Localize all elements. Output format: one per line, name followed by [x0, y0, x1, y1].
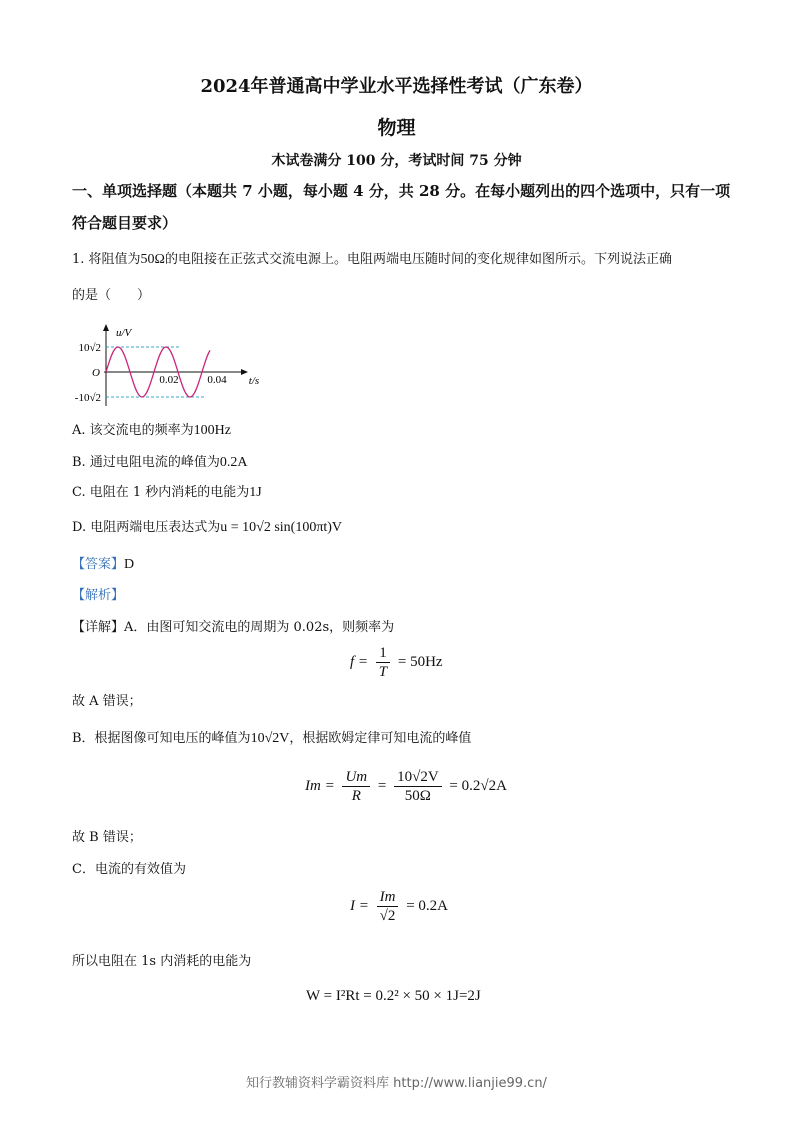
option-a-text: A. 该交流电的频率为 — [72, 423, 194, 438]
option-a — [72, 421, 231, 441]
option-b — [72, 453, 247, 473]
formula-c-rhs: = 0.2A — [406, 897, 448, 914]
formula-rms-current — [350, 888, 448, 925]
explanation-b-intro — [72, 729, 471, 749]
footer-watermark: 知行教辅资料学霸资料库 http://www.lianjie99.cn/ — [246, 1076, 547, 1091]
fraction-numerator — [342, 768, 370, 787]
subject-title: 物理 — [377, 117, 416, 139]
option-d-text: D. 电阻两端电压表达式为 — [72, 520, 221, 535]
explanation-b-conclusion: 故 B 错误； — [72, 830, 142, 845]
question-stem-line2: 的是（ ） — [72, 288, 151, 303]
fraction-numerator: 10√2V — [394, 768, 442, 787]
b-intro-peak-voltage: 10√2V — [250, 731, 290, 746]
option-a-value: 100Hz — [193, 423, 231, 438]
r-symbol: R — [351, 788, 361, 804]
stem-part1: 1. 将阻值为 — [72, 252, 141, 267]
equals-sign: = — [377, 777, 387, 794]
exam-title: 2024年普通高中学业水平选择性考试（广东卷） — [200, 76, 593, 97]
fraction-voltage-over-resistance — [394, 768, 442, 805]
formula-a-rhs: = 50Hz — [397, 653, 443, 670]
answer-value: D — [124, 557, 135, 572]
resistance-value: 50Ω — [140, 252, 165, 267]
fraction-1-over-t — [376, 644, 390, 681]
explanation-a-intro: 【详解】A．由图可知交流电的周期为 0.02s，则频率为 — [72, 620, 395, 635]
x-axis-label: t/s — [248, 375, 260, 387]
fraction-numerator: 1 — [376, 644, 390, 663]
b-intro-text1: B．根据图像可知电压的峰值为 — [72, 731, 251, 746]
voltage-time-graph — [66, 320, 266, 410]
y-axis-arrow — [103, 324, 109, 331]
origin-label: O — [92, 367, 100, 379]
fraction-numerator — [377, 888, 399, 907]
option-c-text: C. 电阻在 1 秒内消耗的电能为 — [72, 485, 250, 500]
y-max-tick-label: 10√2 — [78, 342, 101, 354]
explanation-c-intro: C．电流的有效值为 — [72, 862, 186, 877]
fraction-um-over-r — [342, 768, 370, 805]
formula-b-rhs: = 0.2√2A — [449, 777, 507, 794]
b-intro-text2: ，根据欧姆定律可知电流的峰值 — [289, 731, 472, 746]
x-tick-label-004: 0.04 — [207, 374, 227, 386]
formula-energy: W = I²Rt = 0.2² × 50 × 1J=2J — [306, 988, 481, 1004]
fraction-denominator — [376, 663, 390, 681]
formula-c-lhs: I = — [350, 897, 369, 914]
option-c-value: 1J — [249, 485, 262, 500]
explanation-a-conclusion: 故 A 错误； — [72, 694, 142, 709]
section-heading: 一、单项选择题（本题共 7 小题，每小题 4 分，共 28 分。在每小题列出的四个选项中，只有一项符合题目要求） — [72, 182, 731, 232]
fraction-im-over-root2 — [377, 888, 399, 925]
option-c — [72, 483, 262, 503]
option-d — [72, 518, 342, 538]
formula-b-lhs: Im = — [305, 777, 335, 794]
explanation-c-energy-intro: 所以电阻在 1s 内消耗的电能为 — [72, 954, 252, 969]
um-symbol: Um — [345, 769, 368, 785]
question-stem-line1 — [72, 250, 672, 270]
exam-info: 木试卷满分 100 分，考试时间 75 分钟 — [271, 153, 522, 169]
formula-frequency — [350, 644, 443, 681]
fraction-denominator — [349, 787, 364, 805]
period-symbol: T — [378, 664, 388, 680]
answer-line — [72, 555, 134, 575]
x-axis-arrow — [241, 369, 248, 375]
option-b-value: 0.2A — [219, 455, 248, 470]
y-axis-label: u/V — [116, 327, 132, 339]
x-tick-label-002: 0.02 — [159, 374, 179, 386]
formula-peak-current — [305, 768, 507, 805]
fraction-denominator: 50Ω — [404, 788, 431, 804]
fraction-denominator: √2 — [379, 908, 396, 924]
formula-a-lhs: f = — [350, 653, 369, 670]
option-d-value: u = 10√2 sin(100πt)V — [220, 520, 343, 535]
im-symbol: Im — [379, 889, 396, 905]
answer-tag: 【答案】 — [72, 557, 125, 572]
analysis-tag: 【解析】 — [72, 588, 125, 603]
stem-part2: 的电阻接在正弦式交流电源上。电阻两端电压随时间的变化规律如图所示。下列说法正确 — [164, 252, 672, 267]
y-min-tick-label: -10√2 — [74, 392, 101, 404]
option-b-text: B. 通过电阻电流的峰值为 — [72, 455, 220, 470]
